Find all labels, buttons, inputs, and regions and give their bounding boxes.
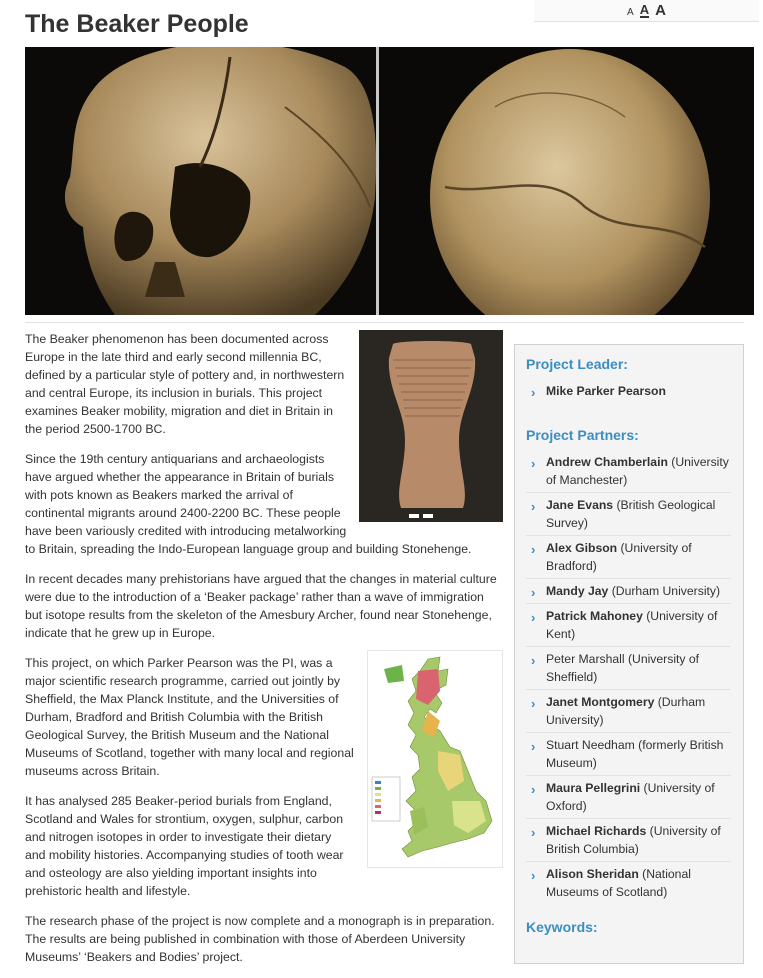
article-paragraph-3: In recent decades many prehistorians have argued that the changes in material culture were due to the introduction of a ‘Beaker package’ rather than a wave of immigration but isotope results from the skeleton of the Amesbury Archer, found near Stonehenge, indicate that he grew up in Europe.	[25, 572, 497, 640]
project-partner-item: › Peter Marshall (University of Sheffield)	[526, 647, 731, 690]
project-leader-item: › Mike Parker Pearson	[531, 384, 666, 400]
article-paragraph-5: It has analysed 285 Beaker-period burials from England, Scotland and Wales for strontium, oxygen, sulphur, carbon and nitrogen isotopes in order to investigate their dietary and mobility histories. Accompanying studies of tooth wear and osteology are also yielding important insights into prehistoric health and lifestyle.	[25, 794, 344, 898]
chevron-right-icon: ›	[531, 385, 536, 400]
project-partner-item: › Maura Pellegrini (University of Oxford)	[526, 776, 731, 819]
project-leader-list	[515, 379, 743, 403]
chevron-right-icon: ›	[531, 868, 536, 883]
font-size-small-button[interactable]: A	[627, 7, 634, 18]
beaker-pot-image	[359, 330, 503, 522]
project-partner-item: › Michael Richards (University of British Columbia)	[526, 819, 731, 862]
chevron-right-icon: ›	[531, 456, 536, 471]
project-leader-heading: Project Leader:	[526, 356, 628, 372]
font-size-medium-button[interactable]: A	[639, 2, 650, 17]
project-partner-item: › Andrew Chamberlain (University of Manchester)	[526, 450, 731, 493]
chevron-right-icon: ›	[531, 610, 536, 625]
chevron-right-icon: ›	[531, 585, 536, 600]
article-paragraph-6: The research phase of the project is now complete and a monograph is in preparation. The results are being published in combination with those of Aberdeen University Museums’ ‘Beakers and Bodies’ project.	[25, 914, 495, 964]
project-partner-item: › Alex Gibson (University of Bradford)	[526, 536, 731, 579]
chevron-right-icon: ›	[531, 825, 536, 840]
project-partners-list	[515, 450, 743, 904]
chevron-right-icon: ›	[531, 653, 536, 668]
chevron-right-icon: ›	[531, 782, 536, 797]
article-body	[25, 330, 503, 978]
page-title: The Beaker People	[25, 10, 249, 38]
chevron-right-icon: ›	[531, 499, 536, 514]
chevron-right-icon: ›	[531, 696, 536, 711]
project-partner-item: › Janet Montgomery (Durham University)	[526, 690, 731, 733]
article-paragraph-4: This project, on which Parker Pearson was the PI, was a major scientific research programme, carried out jointly by Sheffield, the Max Planck Institute, and the Universities of Durham, Bradford and British Columbia with the British Geological Survey, the British Museum and the National Museums of Scotland, together with many local and regional museums across Britain.	[25, 656, 354, 778]
article-paragraph-1: The Beaker phenomenon has been documented across Europe in the late third and early second millennia BC, defined by a particular style of pottery and, in northwestern and central Europe, its inclusion in burials. This project examines Beaker mobility, migration and diet in Britain in the period 2500-1700 BC.	[25, 332, 345, 436]
chevron-right-icon: ›	[531, 739, 536, 754]
skull-photos	[25, 47, 754, 315]
project-partner-item: › Alison Sheridan (National Museums of Scotland)	[531, 867, 691, 899]
project-partner-item: › Patrick Mahoney (University of Kent)	[526, 604, 731, 647]
hero-image	[25, 47, 754, 315]
chevron-right-icon: ›	[531, 542, 536, 557]
project-partner-item: › Jane Evans (British Geological Survey)	[526, 493, 731, 536]
britain-map-image	[367, 650, 503, 868]
project-sidebar	[514, 344, 744, 964]
project-partner-item: › Mandy Jay (Durham University)	[526, 579, 731, 604]
project-partner-item: › Stuart Needham (formerly British Museum)	[526, 733, 731, 776]
font-size-controls	[534, 0, 759, 22]
divider	[25, 322, 744, 323]
keywords-heading: Keywords:	[526, 919, 598, 935]
article-paragraph-2: Since the 19th century antiquarians and archaeologists have argued whether the appearance in Britain of burials with pots known as Beakers marked the arrival of continental migrants around 2400-2200 BC. These people have been variously credited with introducing metalworking to Britain, spreading the Indo-European language group and building Stonehenge.	[25, 452, 472, 556]
font-size-large-button[interactable]: A	[655, 2, 666, 19]
project-partners-heading: Project Partners:	[526, 427, 639, 443]
